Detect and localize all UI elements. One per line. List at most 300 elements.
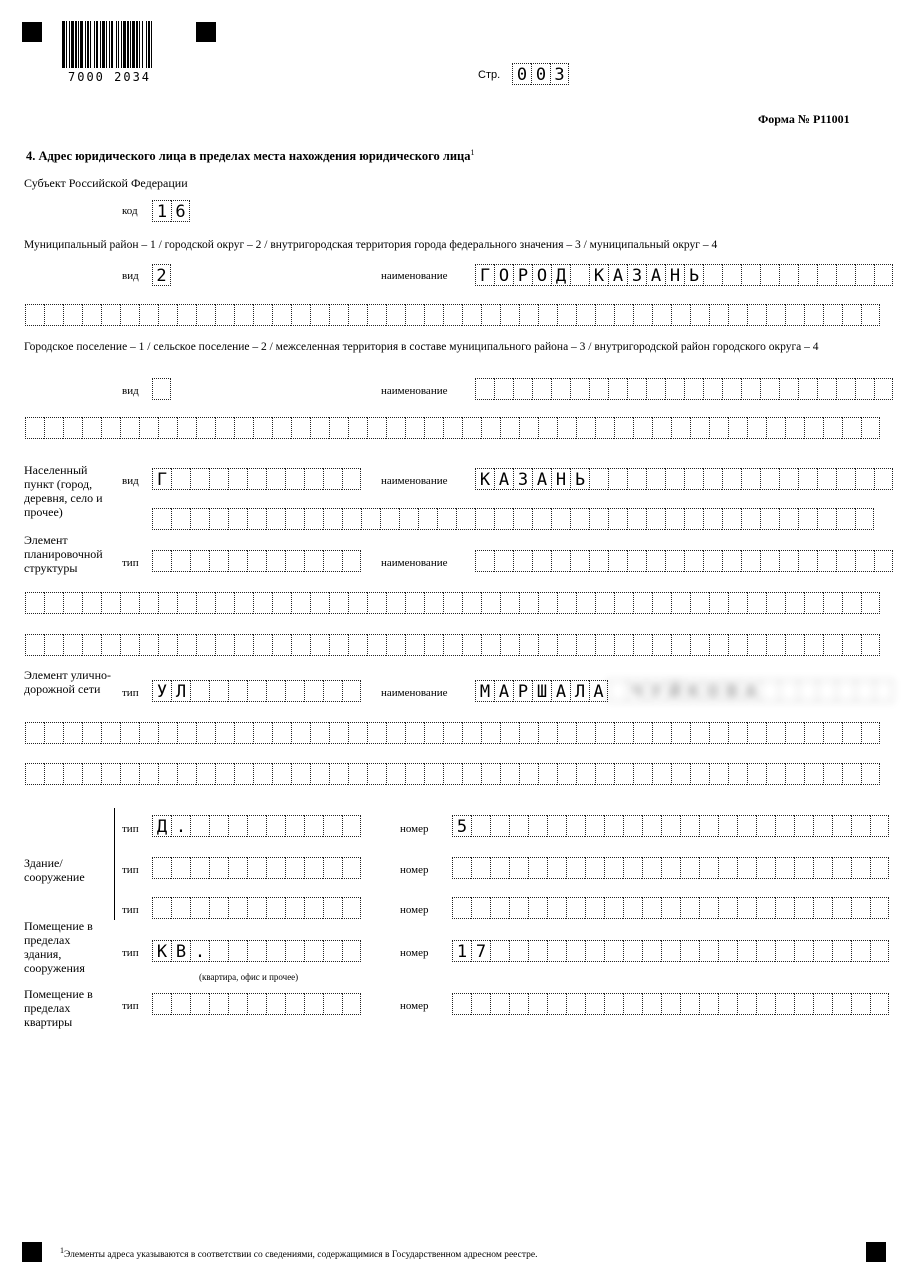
char-cell[interactable]	[323, 550, 342, 572]
char-cell[interactable]	[272, 763, 291, 785]
char-cell[interactable]	[585, 993, 604, 1015]
char-cell[interactable]	[614, 763, 633, 785]
char-cell[interactable]: А	[646, 264, 665, 286]
subject-code-cells[interactable]	[152, 200, 190, 222]
char-cell[interactable]	[399, 508, 418, 530]
char-cell[interactable]	[494, 550, 513, 572]
char-cell[interactable]	[874, 378, 893, 400]
street-name-cells-1[interactable]	[475, 680, 608, 702]
char-cell[interactable]	[627, 508, 646, 530]
char-cell[interactable]	[861, 304, 880, 326]
char-cell[interactable]	[490, 993, 509, 1015]
char-cell[interactable]	[642, 857, 661, 879]
char-cell[interactable]	[386, 417, 405, 439]
char-cell[interactable]	[718, 993, 737, 1015]
char-cell[interactable]	[120, 763, 139, 785]
char-cell[interactable]	[627, 550, 646, 572]
char-cell[interactable]	[633, 722, 652, 744]
char-cell[interactable]	[747, 763, 766, 785]
char-cell[interactable]	[266, 550, 285, 572]
char-cell[interactable]	[152, 378, 171, 400]
planning-name-cells-1[interactable]	[475, 550, 893, 572]
char-cell[interactable]	[228, 993, 247, 1015]
char-cell[interactable]	[285, 993, 304, 1015]
char-cell[interactable]	[690, 592, 709, 614]
char-cell[interactable]	[756, 940, 775, 962]
char-cell[interactable]	[405, 634, 424, 656]
char-cell[interactable]	[671, 763, 690, 785]
char-cell[interactable]	[519, 634, 538, 656]
apartment-type-cells[interactable]	[152, 993, 361, 1015]
char-cell[interactable]	[804, 304, 823, 326]
char-cell[interactable]	[633, 592, 652, 614]
char-cell[interactable]	[304, 468, 323, 490]
char-cell[interactable]	[794, 940, 813, 962]
char-cell[interactable]	[595, 592, 614, 614]
char-cell[interactable]	[509, 857, 528, 879]
char-cell[interactable]	[171, 993, 190, 1015]
municipal-name-cells-1[interactable]	[475, 264, 893, 286]
char-cell[interactable]	[285, 857, 304, 879]
char-cell[interactable]	[547, 857, 566, 879]
settlement-kind-cells[interactable]	[152, 378, 171, 400]
char-cell[interactable]	[367, 722, 386, 744]
char-cell[interactable]	[44, 417, 63, 439]
char-cell[interactable]	[642, 940, 661, 962]
char-cell[interactable]	[190, 993, 209, 1015]
char-cell[interactable]	[775, 857, 794, 879]
char-cell[interactable]	[760, 508, 779, 530]
char-cell[interactable]	[722, 378, 741, 400]
char-cell[interactable]	[101, 763, 120, 785]
char-cell[interactable]	[462, 417, 481, 439]
char-cell[interactable]	[785, 722, 804, 744]
char-cell[interactable]	[291, 722, 310, 744]
char-cell[interactable]	[234, 417, 253, 439]
char-cell[interactable]	[494, 508, 513, 530]
char-cell[interactable]	[823, 722, 842, 744]
char-cell[interactable]	[519, 592, 538, 614]
char-cell[interactable]	[44, 722, 63, 744]
char-cell[interactable]	[209, 468, 228, 490]
char-cell[interactable]	[570, 550, 589, 572]
char-cell[interactable]	[304, 680, 323, 702]
char-cell[interactable]	[152, 508, 171, 530]
char-cell[interactable]: .	[190, 940, 209, 962]
char-cell[interactable]	[756, 815, 775, 837]
char-cell[interactable]	[462, 763, 481, 785]
char-cell[interactable]	[253, 722, 272, 744]
char-cell[interactable]	[215, 304, 234, 326]
char-cell[interactable]	[348, 634, 367, 656]
char-cell[interactable]	[266, 857, 285, 879]
char-cell[interactable]	[234, 763, 253, 785]
char-cell[interactable]	[266, 897, 285, 919]
char-cell[interactable]	[823, 634, 842, 656]
char-cell[interactable]	[437, 508, 456, 530]
locality-name-cells-1[interactable]	[475, 468, 893, 490]
char-cell[interactable]	[604, 993, 623, 1015]
char-cell[interactable]	[604, 897, 623, 919]
char-cell[interactable]	[538, 417, 557, 439]
char-cell[interactable]	[152, 550, 171, 572]
char-cell[interactable]	[228, 468, 247, 490]
char-cell[interactable]	[342, 550, 361, 572]
char-cell[interactable]	[646, 378, 665, 400]
char-cell[interactable]: Г	[152, 468, 171, 490]
char-cell[interactable]	[177, 634, 196, 656]
char-cell[interactable]	[82, 304, 101, 326]
char-cell[interactable]	[285, 940, 304, 962]
char-cell[interactable]	[779, 550, 798, 572]
char-cell[interactable]	[228, 815, 247, 837]
char-cell[interactable]	[804, 592, 823, 614]
char-cell[interactable]	[665, 378, 684, 400]
char-cell[interactable]	[665, 508, 684, 530]
char-cell[interactable]	[285, 815, 304, 837]
char-cell[interactable]	[661, 940, 680, 962]
char-cell[interactable]	[604, 857, 623, 879]
char-cell[interactable]	[585, 897, 604, 919]
char-cell[interactable]	[861, 592, 880, 614]
char-cell[interactable]	[44, 304, 63, 326]
char-cell[interactable]	[528, 857, 547, 879]
char-cell[interactable]	[532, 550, 551, 572]
char-cell[interactable]	[228, 550, 247, 572]
char-cell[interactable]	[342, 857, 361, 879]
char-cell[interactable]	[310, 634, 329, 656]
char-cell[interactable]	[329, 417, 348, 439]
char-cell[interactable]	[500, 417, 519, 439]
street-name-cells-3[interactable]	[25, 763, 880, 785]
char-cell[interactable]	[576, 763, 595, 785]
char-cell[interactable]	[82, 417, 101, 439]
char-cell[interactable]	[310, 417, 329, 439]
char-cell[interactable]	[604, 815, 623, 837]
char-cell[interactable]	[551, 550, 570, 572]
apartment-number-cells[interactable]	[452, 993, 889, 1015]
char-cell[interactable]	[139, 763, 158, 785]
char-cell[interactable]	[234, 304, 253, 326]
char-cell[interactable]	[101, 417, 120, 439]
char-cell[interactable]	[538, 634, 557, 656]
char-cell[interactable]	[171, 897, 190, 919]
char-cell[interactable]	[171, 468, 190, 490]
char-cell[interactable]	[348, 763, 367, 785]
char-cell[interactable]	[528, 897, 547, 919]
char-cell[interactable]	[25, 304, 44, 326]
building-number-cells-3[interactable]	[452, 897, 889, 919]
char-cell[interactable]: А	[494, 468, 513, 490]
char-cell[interactable]	[481, 634, 500, 656]
char-cell[interactable]	[63, 417, 82, 439]
char-cell[interactable]	[589, 468, 608, 490]
char-cell[interactable]	[870, 993, 889, 1015]
char-cell[interactable]	[513, 550, 532, 572]
char-cell[interactable]	[456, 508, 475, 530]
char-cell[interactable]: А	[551, 680, 570, 702]
char-cell[interactable]: К	[589, 264, 608, 286]
char-cell[interactable]	[798, 378, 817, 400]
locality-kind-cells[interactable]	[152, 468, 361, 490]
char-cell[interactable]	[680, 940, 699, 962]
premises-number-cells[interactable]	[452, 940, 889, 962]
char-cell[interactable]: Г	[475, 264, 494, 286]
char-cell[interactable]	[722, 508, 741, 530]
settlement-name-cells-1[interactable]	[475, 378, 893, 400]
char-cell[interactable]	[842, 592, 861, 614]
char-cell[interactable]	[804, 722, 823, 744]
char-cell[interactable]	[323, 815, 342, 837]
char-cell[interactable]	[509, 940, 528, 962]
char-cell[interactable]	[798, 550, 817, 572]
char-cell[interactable]	[253, 634, 272, 656]
char-cell[interactable]	[855, 508, 874, 530]
char-cell[interactable]	[323, 993, 342, 1015]
char-cell[interactable]	[519, 417, 538, 439]
char-cell[interactable]	[171, 550, 190, 572]
char-cell[interactable]	[794, 897, 813, 919]
char-cell[interactable]	[794, 857, 813, 879]
char-cell[interactable]	[851, 857, 870, 879]
char-cell[interactable]	[557, 592, 576, 614]
char-cell[interactable]	[703, 468, 722, 490]
char-cell[interactable]	[661, 857, 680, 879]
char-cell[interactable]	[718, 940, 737, 962]
char-cell[interactable]	[452, 857, 471, 879]
char-cell[interactable]	[481, 722, 500, 744]
char-cell[interactable]	[462, 634, 481, 656]
char-cell[interactable]	[709, 304, 728, 326]
building-type-cells-3[interactable]	[152, 897, 361, 919]
char-cell[interactable]	[209, 815, 228, 837]
char-cell[interactable]	[874, 264, 893, 286]
char-cell[interactable]	[285, 897, 304, 919]
char-cell[interactable]	[690, 417, 709, 439]
char-cell[interactable]	[737, 815, 756, 837]
char-cell[interactable]	[209, 897, 228, 919]
char-cell[interactable]	[475, 378, 494, 400]
char-cell[interactable]	[519, 763, 538, 785]
char-cell[interactable]	[766, 304, 785, 326]
char-cell[interactable]	[63, 763, 82, 785]
char-cell[interactable]	[158, 722, 177, 744]
char-cell[interactable]: З	[627, 264, 646, 286]
char-cell[interactable]	[323, 468, 342, 490]
char-cell[interactable]: Д	[551, 264, 570, 286]
char-cell[interactable]	[642, 815, 661, 837]
char-cell[interactable]	[851, 815, 870, 837]
char-cell[interactable]	[566, 897, 585, 919]
char-cell[interactable]	[652, 763, 671, 785]
char-cell[interactable]	[209, 550, 228, 572]
char-cell[interactable]	[870, 815, 889, 837]
char-cell[interactable]	[576, 417, 595, 439]
char-cell[interactable]: О	[532, 264, 551, 286]
char-cell[interactable]	[443, 634, 462, 656]
char-cell[interactable]	[842, 763, 861, 785]
char-cell[interactable]	[832, 940, 851, 962]
char-cell[interactable]	[323, 897, 342, 919]
char-cell[interactable]	[272, 722, 291, 744]
char-cell[interactable]	[247, 468, 266, 490]
char-cell[interactable]	[576, 592, 595, 614]
char-cell[interactable]	[684, 468, 703, 490]
char-cell[interactable]	[424, 763, 443, 785]
char-cell[interactable]	[652, 592, 671, 614]
char-cell[interactable]	[718, 857, 737, 879]
char-cell[interactable]	[836, 468, 855, 490]
char-cell[interactable]	[228, 680, 247, 702]
char-cell[interactable]	[528, 940, 547, 962]
char-cell[interactable]	[646, 550, 665, 572]
char-cell[interactable]	[304, 940, 323, 962]
char-cell[interactable]	[585, 940, 604, 962]
char-cell[interactable]	[272, 592, 291, 614]
char-cell[interactable]	[342, 468, 361, 490]
char-cell[interactable]	[680, 897, 699, 919]
char-cell[interactable]	[405, 417, 424, 439]
char-cell[interactable]: Р	[513, 680, 532, 702]
char-cell[interactable]	[722, 550, 741, 572]
char-cell[interactable]	[247, 815, 266, 837]
char-cell[interactable]	[766, 763, 785, 785]
char-cell[interactable]	[813, 993, 832, 1015]
char-cell[interactable]	[329, 722, 348, 744]
char-cell[interactable]	[538, 722, 557, 744]
char-cell[interactable]	[177, 304, 196, 326]
char-cell[interactable]	[196, 763, 215, 785]
char-cell[interactable]	[709, 763, 728, 785]
municipal-kind-cells[interactable]	[152, 264, 171, 286]
char-cell[interactable]	[861, 634, 880, 656]
char-cell[interactable]	[228, 897, 247, 919]
building-number-cells-1[interactable]	[452, 815, 889, 837]
char-cell[interactable]	[247, 550, 266, 572]
char-cell[interactable]	[120, 417, 139, 439]
char-cell[interactable]	[684, 378, 703, 400]
char-cell[interactable]	[779, 508, 798, 530]
char-cell[interactable]	[652, 304, 671, 326]
char-cell[interactable]	[785, 634, 804, 656]
char-cell[interactable]	[63, 304, 82, 326]
char-cell[interactable]: Н	[665, 264, 684, 286]
char-cell[interactable]	[760, 378, 779, 400]
char-cell[interactable]	[462, 304, 481, 326]
char-cell[interactable]	[604, 940, 623, 962]
char-cell[interactable]	[690, 763, 709, 785]
char-cell[interactable]: Н	[551, 468, 570, 490]
char-cell[interactable]	[652, 417, 671, 439]
char-cell[interactable]	[775, 993, 794, 1015]
char-cell[interactable]	[348, 592, 367, 614]
char-cell[interactable]: 2	[152, 264, 171, 286]
char-cell[interactable]	[247, 508, 266, 530]
char-cell[interactable]	[177, 763, 196, 785]
char-cell[interactable]: В	[171, 940, 190, 962]
char-cell[interactable]	[709, 417, 728, 439]
char-cell[interactable]	[547, 815, 566, 837]
char-cell[interactable]	[671, 722, 690, 744]
char-cell[interactable]	[63, 722, 82, 744]
char-cell[interactable]	[718, 897, 737, 919]
char-cell[interactable]	[595, 417, 614, 439]
char-cell[interactable]	[177, 592, 196, 614]
char-cell[interactable]	[747, 592, 766, 614]
char-cell[interactable]: З	[513, 468, 532, 490]
char-cell[interactable]	[699, 993, 718, 1015]
char-cell[interactable]	[177, 722, 196, 744]
char-cell[interactable]: А	[589, 680, 608, 702]
char-cell[interactable]	[813, 857, 832, 879]
char-cell[interactable]	[775, 815, 794, 837]
char-cell[interactable]	[152, 993, 171, 1015]
char-cell[interactable]	[832, 857, 851, 879]
char-cell[interactable]	[272, 634, 291, 656]
char-cell[interactable]	[25, 417, 44, 439]
char-cell[interactable]	[462, 722, 481, 744]
char-cell[interactable]	[823, 304, 842, 326]
char-cell[interactable]	[342, 993, 361, 1015]
char-cell[interactable]	[804, 417, 823, 439]
char-cell[interactable]	[817, 378, 836, 400]
char-cell[interactable]	[342, 680, 361, 702]
char-cell[interactable]	[855, 550, 874, 572]
char-cell[interactable]	[209, 993, 228, 1015]
char-cell[interactable]	[443, 722, 462, 744]
char-cell[interactable]	[82, 763, 101, 785]
char-cell[interactable]	[614, 592, 633, 614]
municipal-name-cells-2[interactable]	[25, 304, 880, 326]
char-cell[interactable]	[82, 722, 101, 744]
char-cell[interactable]	[817, 264, 836, 286]
char-cell[interactable]	[44, 592, 63, 614]
char-cell[interactable]	[101, 304, 120, 326]
char-cell[interactable]	[798, 264, 817, 286]
char-cell[interactable]	[348, 417, 367, 439]
char-cell[interactable]	[253, 417, 272, 439]
char-cell[interactable]	[44, 634, 63, 656]
char-cell[interactable]	[120, 304, 139, 326]
char-cell[interactable]	[82, 592, 101, 614]
planning-name-cells-2[interactable]	[25, 592, 880, 614]
char-cell[interactable]	[589, 378, 608, 400]
char-cell[interactable]: Ш	[532, 680, 551, 702]
char-cell[interactable]	[646, 468, 665, 490]
char-cell[interactable]	[538, 304, 557, 326]
char-cell[interactable]	[228, 940, 247, 962]
char-cell[interactable]	[566, 857, 585, 879]
char-cell[interactable]	[737, 993, 756, 1015]
char-cell[interactable]	[190, 680, 209, 702]
char-cell[interactable]	[756, 993, 775, 1015]
char-cell[interactable]	[627, 468, 646, 490]
char-cell[interactable]	[285, 680, 304, 702]
char-cell[interactable]	[329, 592, 348, 614]
char-cell[interactable]	[728, 304, 747, 326]
char-cell[interactable]	[557, 634, 576, 656]
char-cell[interactable]	[291, 763, 310, 785]
char-cell[interactable]: Ь	[570, 468, 589, 490]
char-cell[interactable]	[851, 940, 870, 962]
char-cell[interactable]	[247, 993, 266, 1015]
char-cell[interactable]	[528, 815, 547, 837]
char-cell[interactable]	[519, 304, 538, 326]
char-cell[interactable]	[342, 897, 361, 919]
char-cell[interactable]	[570, 508, 589, 530]
char-cell[interactable]: А	[494, 680, 513, 702]
char-cell[interactable]: Р	[513, 264, 532, 286]
